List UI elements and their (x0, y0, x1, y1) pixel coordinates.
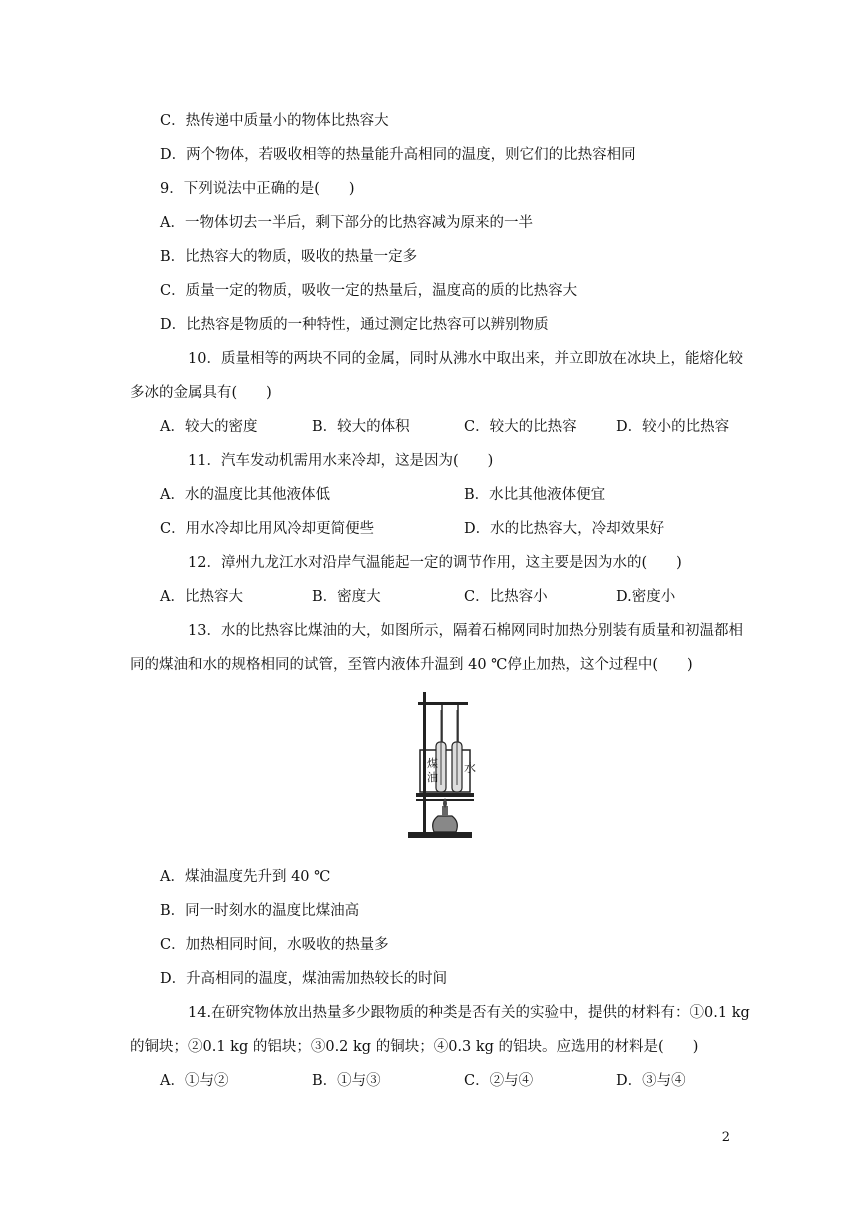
q9-option-a: A．一物体切去一半后，剩下部分的比热容减为原来的一半 (160, 215, 533, 231)
q8-option-d: D．两个物体，若吸收相等的热量能升高相同的温度，则它们的比热容相同 (160, 147, 636, 163)
q12-option-c: C．比热容小 (464, 589, 548, 605)
q14-stem-line2: 的铜块；②0.1 kg 的铝块；③0.2 kg 的铜块；④0.3 kg 的铝块。应选用的材料是( ) (130, 1039, 699, 1055)
q12-option-a: A．比热容大 (160, 589, 243, 605)
q9-option-c: C．质量一定的物质，吸收一定的热量后，温度高的质的比热容大 (160, 283, 578, 299)
q10-stem-line1: 10．质量相等的两块不同的金属，同时从沸水中取出来，并立即放在冰块上，能熔化较 (188, 351, 743, 367)
q9-stem: 9．下列说法中正确的是( ) (160, 181, 355, 197)
q13-stem-line2: 同的煤油和水的规格相同的试管，至管内液体升温到 40 ℃停止加热，这个过程中( ) (130, 657, 693, 673)
q11-option-b: B．水比其他液体便宜 (464, 487, 606, 503)
q14-stem-line1: 14.在研究物体放出热量多少跟物质的种类是否有关的实验中，提供的材料有：①0.1 kg (188, 1005, 750, 1021)
q13-option-c: C．加热相同时间，水吸收的热量多 (160, 937, 389, 953)
q13-option-a: A．煤油温度先升到 40 ℃ (160, 869, 331, 885)
q14-option-b: B．①与③ (312, 1073, 381, 1089)
q12-option-b: B．密度大 (312, 589, 381, 605)
page-number: 2 (721, 1130, 730, 1145)
q13-stem-line1: 13．水的比热容比煤油的大，如图所示，隔着石棉网同时加热分别装有质量和初温都相 (188, 623, 743, 639)
q11-stem: 11．汽车发动机需用水来冷却，这是因为( ) (188, 453, 494, 469)
q10-option-c: C．较大的比热容 (464, 419, 577, 435)
q14-option-c: C．②与④ (464, 1073, 534, 1089)
q11-option-c: C．用水冷却比用风冷却更简便些 (160, 521, 375, 537)
q12-option-d: D.密度小 (616, 589, 676, 605)
kerosene-label-2: 油 (427, 771, 438, 784)
q10-option-d: D．较小的比热容 (616, 419, 730, 435)
kerosene-label-1: 煤 (427, 757, 438, 770)
q8-option-c: C．热传递中质量小的物体比热容大 (160, 113, 389, 129)
q10-stem-line2: 多冰的金属具有( ) (130, 385, 272, 401)
q13-option-d: D．升高相同的温度，煤油需加热较长的时间 (160, 971, 448, 987)
q11-option-d: D．水的比热容大，冷却效果好 (464, 521, 665, 537)
q10-option-b: B．较大的体积 (312, 419, 410, 435)
water-label: 水 (464, 761, 477, 775)
q9-option-d: D．比热容是物质的一种特性，通过测定比热容可以辨别物质 (160, 317, 549, 333)
q14-option-d: D．③与④ (616, 1073, 686, 1089)
q10-option-a: A．较大的密度 (160, 419, 258, 435)
q12-stem: 12．漳州九龙江水对沿岸气温能起一定的调节作用，这主要是因为水的( ) (188, 555, 682, 571)
q9-option-b: B．比热容大的物质，吸收的热量一定多 (160, 249, 418, 265)
heating-apparatus-figure (400, 690, 480, 840)
q11-option-a: A．水的温度比其他液体低 (160, 487, 330, 503)
q14-option-a: A．①与② (160, 1073, 229, 1089)
q13-option-b: B．同一时刻水的温度比煤油高 (160, 903, 360, 919)
